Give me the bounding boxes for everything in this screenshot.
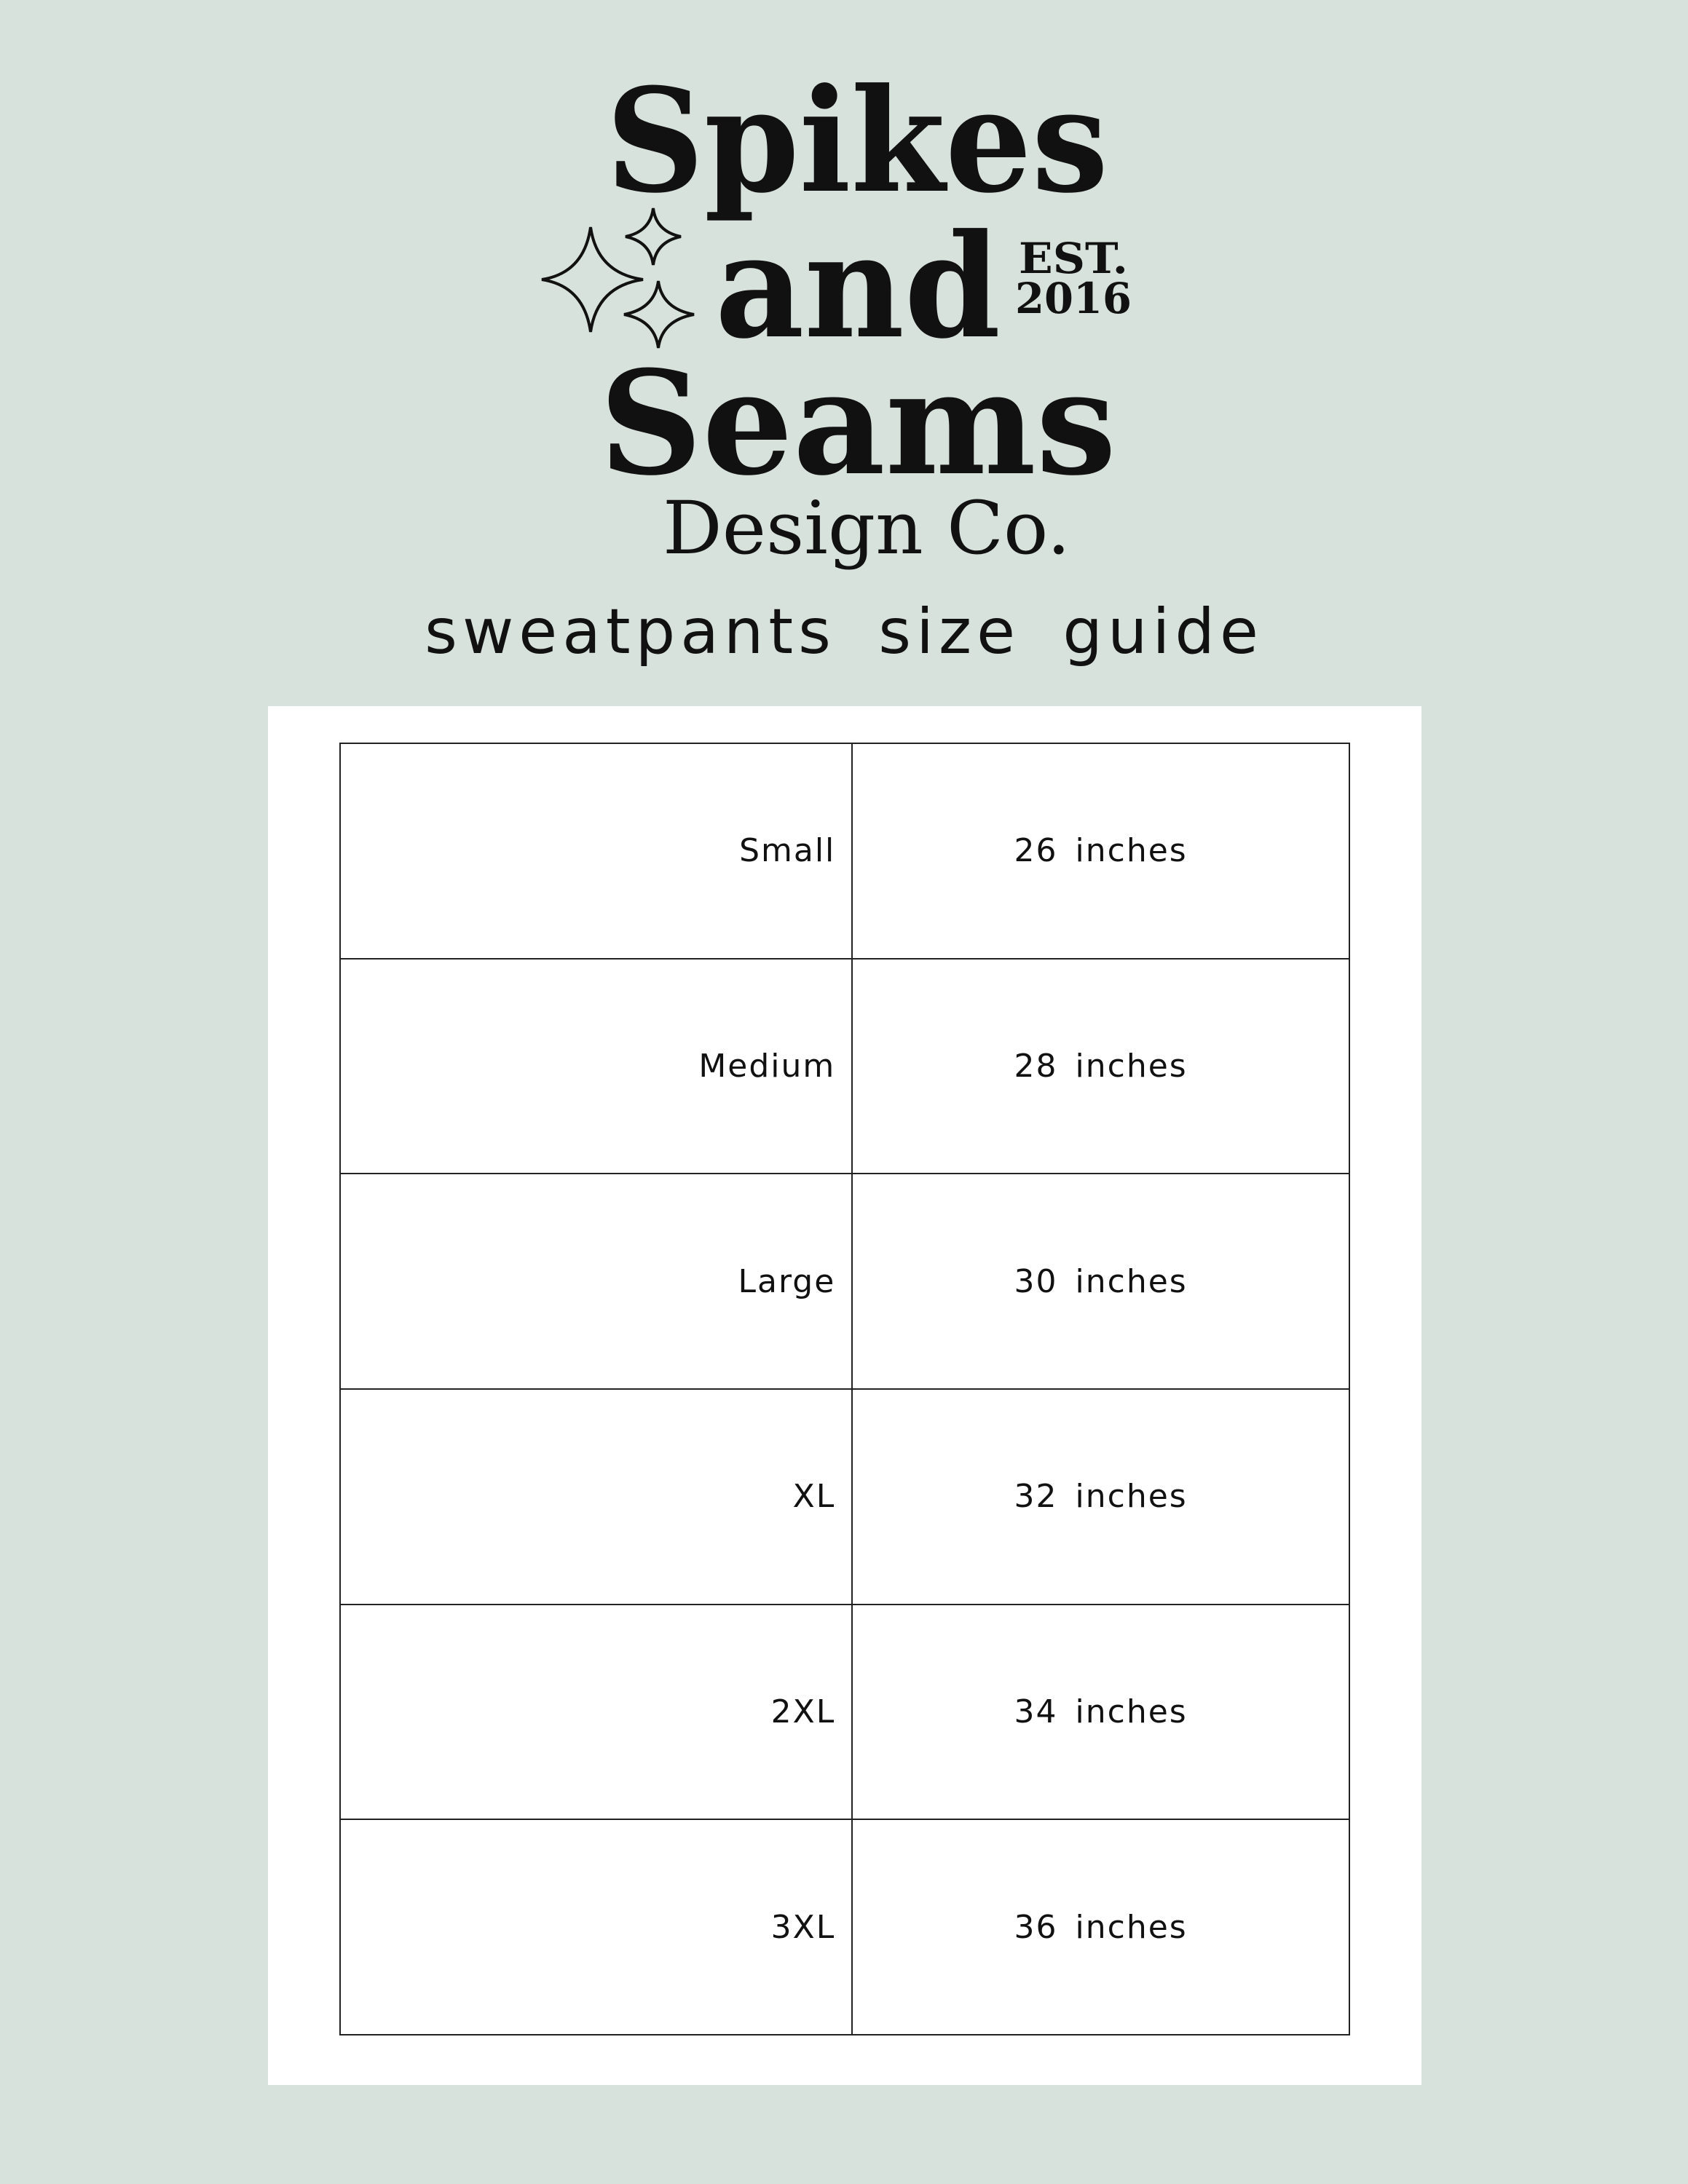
size-cell: XL bbox=[340, 1389, 852, 1605]
table-row bbox=[340, 743, 1349, 959]
brand-line-seams: Seams bbox=[599, 340, 1116, 507]
brand-est-label: EST. bbox=[1019, 234, 1128, 283]
brand-logo bbox=[0, 0, 1688, 582]
size-table bbox=[339, 743, 1350, 2035]
table-row bbox=[340, 1389, 1349, 1605]
brand-line-spikes: Spikes bbox=[606, 58, 1108, 225]
length-cell: 34 inches bbox=[852, 1605, 1349, 1820]
size-cell: Large bbox=[340, 1174, 852, 1389]
length-cell: 32 inches bbox=[852, 1389, 1349, 1605]
size-cell: Small bbox=[340, 743, 852, 959]
table-row bbox=[340, 1819, 1349, 2035]
size-cell: 2XL bbox=[340, 1605, 852, 1820]
size-cell: 3XL bbox=[340, 1819, 852, 2035]
table-row bbox=[340, 1605, 1349, 1820]
length-cell: 26 inches bbox=[852, 743, 1349, 959]
size-cell: Medium bbox=[340, 959, 852, 1174]
brand-est-year: 2016 bbox=[1015, 274, 1132, 323]
page-title: sweatpants size guide bbox=[425, 596, 1263, 668]
table-row bbox=[340, 1174, 1349, 1389]
brand-logo-art bbox=[0, 0, 1688, 582]
length-cell: 36 inches bbox=[852, 1819, 1349, 2035]
table-row bbox=[340, 959, 1349, 1174]
brand-line-design-co: Design Co. bbox=[663, 486, 1070, 571]
brand-line-and: and bbox=[715, 203, 1001, 371]
size-guide-card bbox=[268, 706, 1421, 2085]
length-cell: 30 inches bbox=[852, 1174, 1349, 1389]
length-cell: 28 inches bbox=[852, 959, 1349, 1174]
sparkle-stars-icon bbox=[542, 208, 694, 348]
